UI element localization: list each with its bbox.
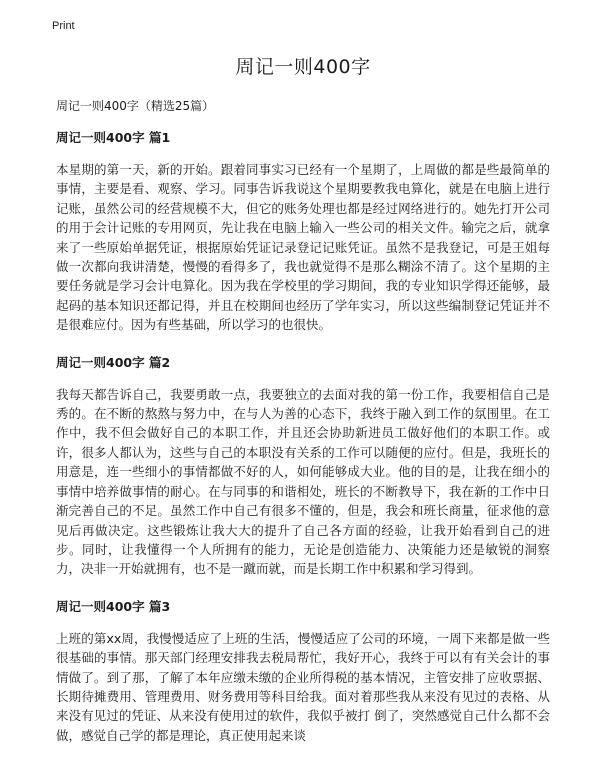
page-title: 周记一则400字	[235, 56, 371, 78]
section-heading-1: 周记一则400字 篇1	[56, 130, 171, 145]
section-body-1: 本星期的第一天，新的开始。跟着同事实习已经有一个星期了，上周做的都是些最简单的事情，主要是看、观察、学习。同事告诉我说这个星期要教我电算化，就是在电脑上进行记账，虽然公司的经营规模不大，但它的账务处理也都是经过网络进行的。她先打开公司的用于会计记账的专用网页，先让我在电脑上输入一些公司的相关文件。输完之后，就拿来了一些原始单据凭证，根据原始凭证记录登记记账凭证。虽然不是我登记，可是王姐每做一次都向我讲清楚，慢慢的看得多了，我也就觉得不是那么糊涂不清了。这个星期的主要任务就是学习会计电算化。因为我在学校里的学习期间，我的专业知识学得还能够，最起码的基本知识还都记得，并且在校期间也经历了学年实习，所以这些编制登记凭证并不是很难应付。因为有些基础，所以学习的也很快。	[56, 162, 550, 333]
section-heading-2: 周记一则400字 篇2	[56, 354, 171, 370]
section-heading-3: 周记一则400字 篇3	[56, 598, 171, 614]
section-body-2: 我每天都告诉自己，我要勇敢一点，我要独立的去面对我的第一份工作，我要相信自己是秀的。在不断的熬熬与努力中，在与人为善的心态下，我终于融入到工作的氛围里。在工作中，我不但会做好自己的本职工作，并且还会协助新进员工做好他们的本职工作。或许，很多人都认为，这些与自己的本职没有关系的工作可以随便的应付。但是，我班长的用意是，连一些细小的事情都做不好的人，如何能够成大业。他的目的是，让我在细小的事情中培养做事情的耐心。在与同事的和谐相处，班长的不断教导下，我在新的工作中日渐完善自己的不足。虽然工作中自己有很多不懂的，但是，我会和班长商量，征求他的意见后再做决定。这些锻炼让我大大的提升了自己各方面的经验，让我开始看到自己的进步。同时，让我懂得一个人所拥有的能力，无论是创造能力、决策能力还是敏锐的洞察力，决非一开始就拥有，也不是一蹴而就，而是长期工作中积累和学习得到。	[56, 386, 550, 577]
print-link[interactable]: Print	[52, 20, 75, 32]
section-body-3: 上班的第xx周，我慢慢适应了上班的生活，慢慢适应了公司的环境，一周下来都是做一些很基础的事情。那天部门经理安排我去税局帮忙，我好开心，我终于可以有有关会计的事情做了。到了那，了解了本年应缴未缴的企业所得税的基本情况，主管安排了应收票据、长期待摊费用、管理费用、财务费用等科目给我。面对着那些我从来没有见过的表格、从来没有见过的凭证、从来没有使用过的软件，我似乎被打 倒了，突然感觉自己什么都不会做，感觉自己学的都是理论，真正使用起来谈	[56, 630, 550, 743]
document-page	[56, 52, 550, 745]
document-subtitle: 周记一则400字（精选25篇）	[56, 99, 215, 113]
